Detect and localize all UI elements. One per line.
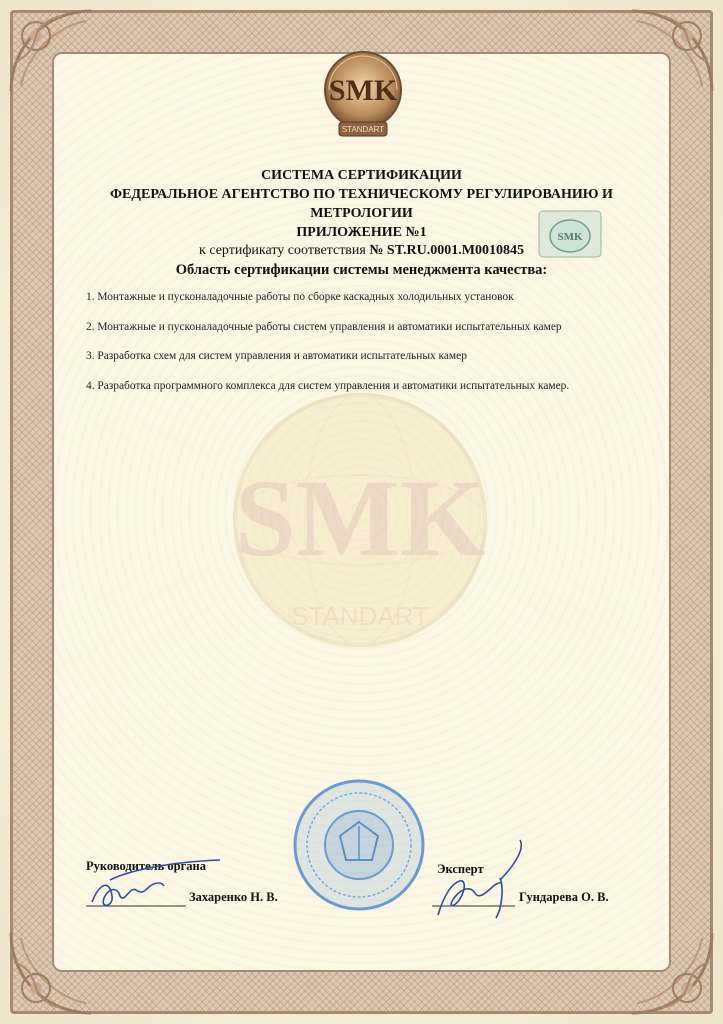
official-seal-icon (290, 776, 428, 914)
cert-number: № ST.RU.0001.M0010845 (369, 243, 524, 258)
svg-text:SMK: SMK (234, 457, 486, 579)
corner-ornament-icon (6, 6, 96, 96)
header-line-1: СИСТЕМА СЕРТИФИКАЦИИ (261, 168, 462, 183)
logo-subtext: STANDART (341, 125, 385, 134)
expert-name: Гундарева О. В. (519, 890, 609, 904)
list-item: 4. Разработка программного комплекса для систем управления и автоматики испытательных камер. (86, 380, 570, 393)
corner-ornament-icon (627, 928, 717, 1018)
smk-watermark-icon (190, 380, 530, 680)
list-item: 3. Разработка схем для систем управления и автоматики испытательных камер (86, 350, 467, 363)
head-name: Захаренко Н. В. (189, 890, 278, 904)
logo-text: SMK (328, 74, 398, 107)
cert-prefix: к сертификату соответствия (199, 243, 366, 258)
head-label: Руководитель органа (86, 859, 206, 873)
certification-area-title: Область сертификации системы менеджмента качества: (175, 262, 548, 278)
corner-ornament-icon (6, 928, 96, 1018)
svg-text:STANDART: STANDART (291, 601, 429, 631)
mini-stamp-text: SMK (557, 231, 583, 243)
corner-ornament-icon (627, 6, 717, 96)
list-item: 1. Монтажные и пусконаладочные работы по сборке каскадных холодильных установок (86, 291, 514, 303)
list-item: 2. Монтажные и пусконаладочные работы систем управления и автоматики испытательных камер (86, 320, 562, 333)
header-line-2: ФЕДЕРАЛЬНОЕ АГЕНТСТВО ПО ТЕХНИЧЕСКОМУ РЕГУЛИРОВАНИЮ И (110, 187, 613, 202)
header-line-3: МЕТРОЛОГИИ (310, 206, 413, 221)
appendix-title: ПРИЛОЖЕНИЕ №1 (296, 225, 427, 240)
certification-scope-list (86, 291, 646, 410)
hologram-stamp-icon (538, 210, 602, 258)
expert-label: Эксперт (437, 862, 484, 876)
smk-standart-logo (319, 48, 407, 140)
